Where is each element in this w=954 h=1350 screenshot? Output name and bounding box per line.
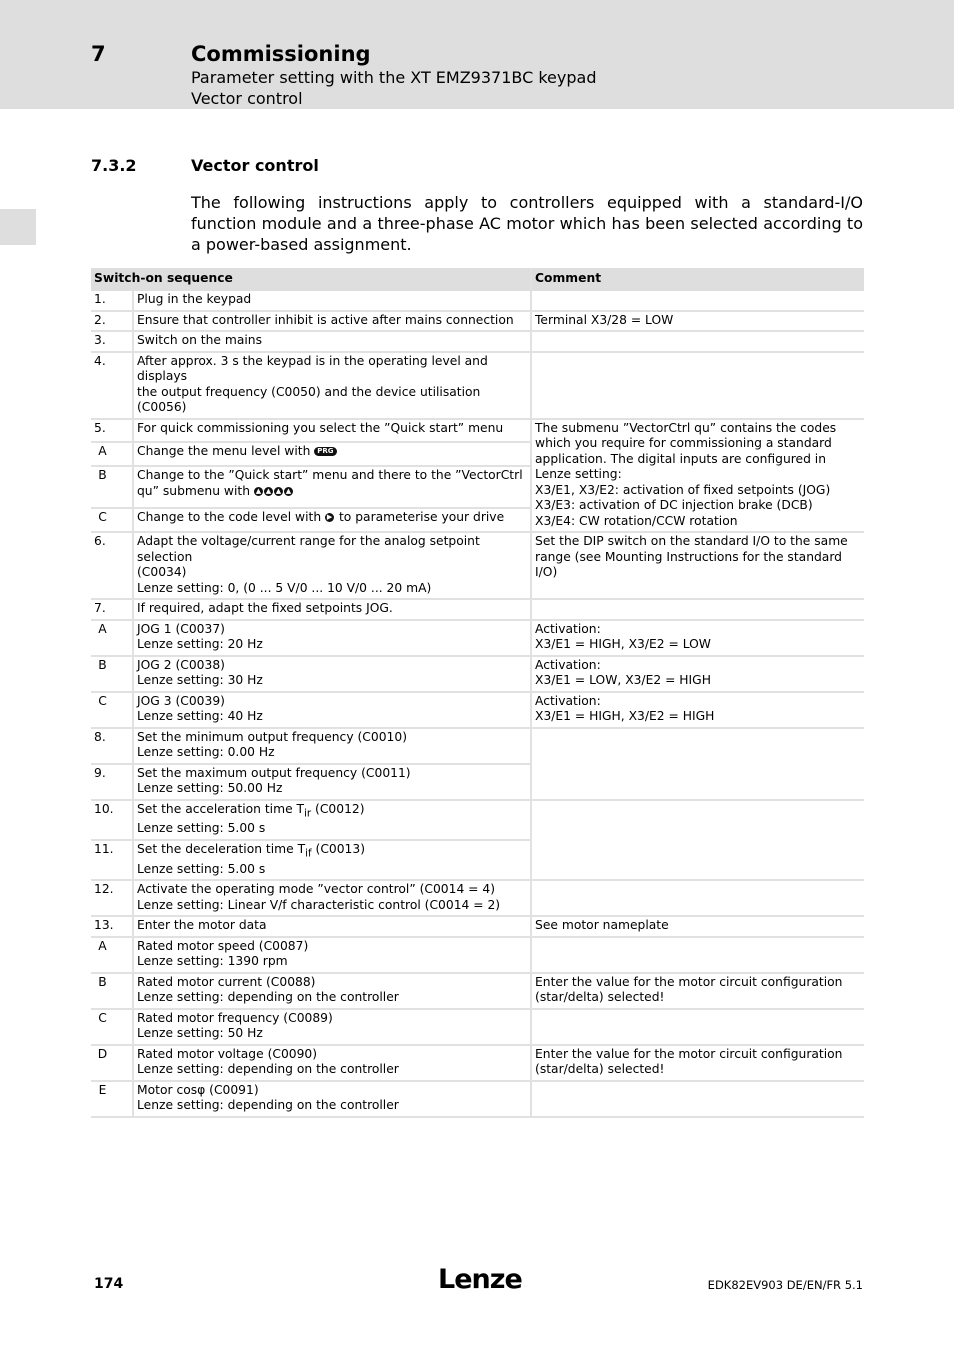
- step-text-line: qu” submenu with: [137, 483, 251, 498]
- step-number: 5.: [91, 420, 134, 444]
- substep-letter: D: [91, 1046, 134, 1082]
- step-comment: [532, 881, 864, 917]
- step-number: 9.: [91, 765, 134, 801]
- step-text: [134, 353, 532, 420]
- step-comment: [532, 600, 864, 621]
- subscript: if: [305, 847, 312, 860]
- step-number: 8.: [91, 729, 134, 765]
- step-number: 13.: [91, 917, 134, 938]
- text-part: Set the deceleration time T: [137, 841, 306, 856]
- comment-line: X3/E1 = HIGH, X3/E2 = HIGH: [535, 709, 715, 723]
- step-text-line: Lenze setting: depending on the controller: [137, 1062, 399, 1077]
- column-header-comment: Comment: [532, 268, 864, 291]
- step-text: Plug in the keypad: [134, 291, 532, 312]
- step-text: [134, 1010, 532, 1046]
- step-text-line: Motor cosφ (C0091): [137, 1082, 259, 1097]
- step-text-line: Lenze setting: 50 Hz: [137, 1026, 263, 1041]
- step-text-line: Activate the operating mode ”vector control” (C0014 = 4): [137, 882, 496, 897]
- table-row: [91, 621, 864, 657]
- chapter-title: Commissioning: [191, 42, 371, 66]
- step-text-line: Lenze setting: 20 Hz: [137, 637, 263, 651]
- step-text: [134, 533, 532, 600]
- step-comment: [532, 974, 864, 1010]
- substep-letter: B: [91, 657, 134, 693]
- prg-key-icon: PRG: [314, 447, 336, 456]
- step-comment: Set the DIP switch on the standard I/O to the same range (see Mounting Instructions for the standard I/O): [532, 533, 864, 600]
- section-title: Vector control: [191, 156, 319, 175]
- comment-line: X3/E4: CW rotation/CCW rotation: [535, 513, 738, 528]
- section-number: 7.3.2: [91, 156, 137, 175]
- step-comment: [532, 938, 864, 974]
- step-text: Ensure that controller inhibit is active after mains connection: [134, 312, 532, 333]
- switch-on-sequence-table: [91, 268, 864, 1118]
- step-text-line: (C0034): [137, 565, 187, 579]
- step-text-line: Rated motor voltage (C0090): [137, 1046, 318, 1061]
- step-text: [134, 765, 532, 801]
- table-row: [91, 312, 864, 333]
- table-row: [91, 420, 864, 444]
- step-text-line: Lenze setting: depending on the controller: [137, 1098, 399, 1113]
- comment-line: (star/delta) selected!: [535, 1062, 665, 1077]
- step-text-line: Change the menu level with: [137, 444, 311, 459]
- step-text-line: Rated motor current (C0088): [137, 974, 316, 989]
- comment-line: The submenu ”VectorCtrl qu” contains the codes which you require for commissioning a standard application. The digital inputs are configured in Lenze setting:: [535, 420, 837, 481]
- header-band: [0, 0, 954, 109]
- step-text-line: Change to the ”Quick start” menu and there to the ”VectorCtrl: [137, 468, 523, 483]
- step-text-line: After approx. 3 s the keypad is in the operating level and displays: [137, 353, 488, 383]
- table-row: [91, 974, 864, 1010]
- table-row: [91, 533, 864, 600]
- step-text-line: JOG 1 (C0037): [137, 621, 225, 636]
- table-row: [91, 693, 864, 729]
- step-comment: [532, 291, 864, 312]
- arrow-right-icon: ▶: [326, 513, 333, 522]
- comment-line: X3/E1 = LOW, X3/E2 = HIGH: [535, 673, 711, 687]
- step-number: 1.: [91, 291, 134, 312]
- step-text: [134, 841, 532, 881]
- substep-letter: B: [91, 974, 134, 1010]
- step-number: 3.: [91, 332, 134, 353]
- step-comment: [532, 801, 864, 882]
- substep-letter: A: [91, 938, 134, 974]
- step-text-line: Lenze setting: 5.00 s: [137, 821, 266, 836]
- comment-line: Activation:: [535, 693, 601, 708]
- table-row: [91, 600, 864, 621]
- step-text: For quick commissioning you select the ”Quick start” menu: [134, 420, 532, 444]
- text-part: (C0013): [311, 841, 365, 856]
- step-text: [134, 938, 532, 974]
- step-text-line: Lenze setting: depending on the controller: [137, 990, 399, 1005]
- comment-line: Enter the value for the motor circuit configuration: [535, 974, 843, 989]
- step-text: [134, 467, 532, 509]
- comment-line: X3/E3: activation of DC injection brake (DCB): [535, 498, 813, 512]
- step-comment: [532, 420, 864, 534]
- table-row: [91, 353, 864, 420]
- step-comment: [532, 693, 864, 729]
- table-row: [91, 332, 864, 353]
- step-text: [134, 621, 532, 657]
- step-text: Enter the motor data: [134, 917, 532, 938]
- table-row: [91, 881, 864, 917]
- step-text-line: Lenze setting: Linear V/f characteristic control (C0014 = 2): [137, 897, 501, 912]
- arrow-up-icon: ▲: [285, 486, 292, 495]
- table-row: [91, 801, 864, 841]
- step-comment: [532, 729, 864, 801]
- lenze-logo: Lenze: [438, 1264, 522, 1295]
- table-row: [91, 1010, 864, 1046]
- table-row: [91, 1046, 864, 1082]
- intro-paragraph: The following instructions apply to controllers equipped with a standard-I/O function module and a three-phase AC motor which has been selected according to a power-based assignment.: [191, 193, 863, 254]
- step-comment: See motor nameplate: [532, 917, 864, 938]
- step-comment: [532, 1082, 864, 1118]
- subscript: ir: [304, 806, 312, 819]
- substep-letter: E: [91, 1082, 134, 1118]
- step-text: [134, 1082, 532, 1118]
- step-comment: [532, 621, 864, 657]
- substep-letter: C: [91, 1010, 134, 1046]
- step-text: [134, 881, 532, 917]
- step-comment: [532, 353, 864, 420]
- substep-letter: B: [91, 467, 134, 509]
- step-text-line: [137, 802, 527, 822]
- step-comment: [532, 1010, 864, 1046]
- step-comment: [532, 332, 864, 353]
- comment-line: X3/E1, X3/E2: activation of fixed setpoints (JOG): [535, 482, 831, 497]
- comment-line: (star/delta) selected!: [535, 990, 665, 1005]
- step-text-line: JOG 2 (C0038): [137, 657, 225, 672]
- step-number: 6.: [91, 533, 134, 600]
- step-text-line: the output frequency (C0050) and the device utilisation (C0056): [137, 384, 481, 414]
- step-number: 11.: [91, 841, 134, 881]
- table-row: [91, 657, 864, 693]
- step-comment: [532, 1046, 864, 1082]
- document-id: EDK82EV903 DE/EN/FR 5.1: [707, 1278, 863, 1292]
- chapter-subtitle-2: Vector control: [191, 89, 303, 108]
- step-text-line: Rated motor speed (C0087): [137, 938, 309, 953]
- step-number: 2.: [91, 312, 134, 333]
- arrow-up-icon: ▲: [275, 486, 282, 495]
- table-row: [91, 938, 864, 974]
- step-text-line: Lenze setting: 0, (0 ... 5 V/0 ... 10 V/0 ... 20 mA): [137, 580, 432, 595]
- step-text-line: Lenze setting: 0.00 Hz: [137, 745, 275, 759]
- step-text-line: Change to the code level with: [137, 510, 322, 525]
- table-row: [91, 291, 864, 312]
- step-text: [134, 1046, 532, 1082]
- substep-letter: A: [91, 443, 134, 467]
- comment-line: Activation:: [535, 657, 601, 672]
- table-header-row: [91, 268, 864, 291]
- step-text-line: Lenze setting: 50.00 Hz: [137, 781, 283, 795]
- page-number: 174: [94, 1276, 124, 1292]
- step-text-line: Lenze setting: 1390 rpm: [137, 954, 288, 969]
- step-text-line: to parameterise your drive: [338, 510, 505, 525]
- table-row: [91, 917, 864, 938]
- step-text: If required, adapt the fixed setpoints JOG.: [134, 600, 532, 621]
- comment-line: Enter the value for the motor circuit configuration: [535, 1046, 843, 1061]
- step-text: [134, 657, 532, 693]
- step-number: 12.: [91, 881, 134, 917]
- text-part: (C0012): [311, 801, 365, 816]
- arrow-up-icon: ▲: [255, 486, 262, 495]
- comment-line: X3/E1 = HIGH, X3/E2 = LOW: [535, 637, 711, 651]
- step-text-line: Rated motor frequency (C0089): [137, 1010, 333, 1025]
- comment-line: Activation:: [535, 621, 601, 636]
- step-text: [134, 693, 532, 729]
- step-comment: Terminal X3/28 = LOW: [532, 312, 864, 333]
- step-text: [134, 974, 532, 1010]
- step-number: 10.: [91, 801, 134, 841]
- step-text: [134, 443, 532, 467]
- step-number: 7.: [91, 600, 134, 621]
- step-text-line: Set the minimum output frequency (C0010): [137, 729, 407, 744]
- step-comment: [532, 657, 864, 693]
- text-part: Set the acceleration time T: [137, 801, 305, 816]
- column-header-sequence: Switch-on sequence: [91, 268, 532, 291]
- step-text-line: [137, 842, 527, 862]
- step-text: Switch on the mains: [134, 332, 532, 353]
- step-text-line: Set the maximum output frequency (C0011): [137, 765, 411, 780]
- arrow-up-icon: ▲: [265, 486, 272, 495]
- substep-letter: A: [91, 621, 134, 657]
- table-row: [91, 1082, 864, 1118]
- substep-letter: C: [91, 693, 134, 729]
- step-text-line: Adapt the voltage/current range for the analog setpoint selection: [137, 534, 480, 564]
- step-text-line: Lenze setting: 5.00 s: [137, 861, 266, 876]
- side-tab-marker: [0, 209, 36, 245]
- step-text: [134, 801, 532, 841]
- step-text: [134, 509, 532, 533]
- chapter-number: 7: [91, 42, 106, 66]
- step-text-line: Lenze setting: 40 Hz: [137, 709, 263, 723]
- step-text-line: Lenze setting: 30 Hz: [137, 673, 263, 687]
- substep-letter: C: [91, 509, 134, 533]
- table-row: [91, 729, 864, 765]
- step-text: [134, 729, 532, 765]
- step-text-line: JOG 3 (C0039): [137, 693, 225, 708]
- chapter-subtitle: Parameter setting with the XT EMZ9371BC keypad: [191, 68, 597, 87]
- step-number: 4.: [91, 353, 134, 420]
